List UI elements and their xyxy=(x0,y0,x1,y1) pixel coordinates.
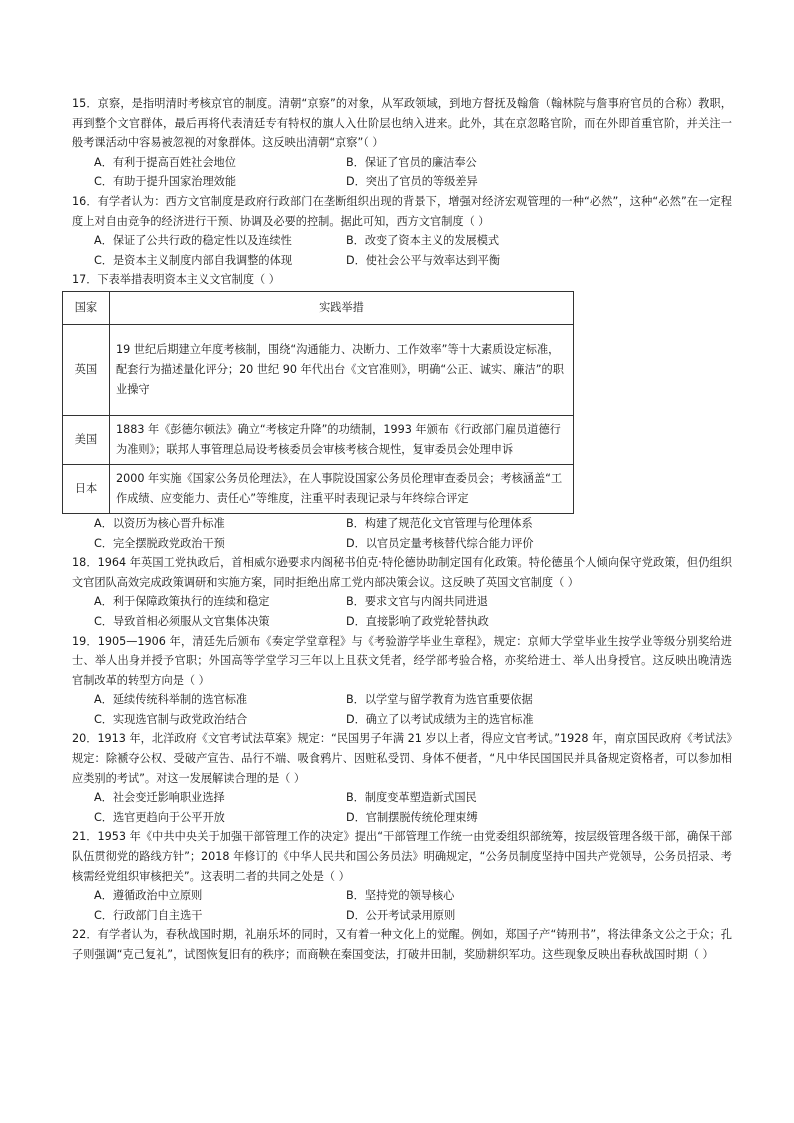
option-21-d[interactable]: D．公开考试录用原则 xyxy=(346,908,456,922)
table-header-measures: 实践举措 xyxy=(110,291,574,324)
option-15-b[interactable]: B．保证了官员的廉洁奉公 xyxy=(346,155,477,169)
option-19-a[interactable]: A．延续传统科举制的选官标准 xyxy=(94,693,248,707)
options-21 xyxy=(72,886,732,925)
option-20-c[interactable]: C．选官更趋向于公平开放 xyxy=(94,810,225,824)
question-16: 16．有学者认为：西方文官制度是政府行政部门在垄断组织出现的背景下，增强对经济宏观管理的一种“必然”，这种“必然”在一定程度上对自由竞争的经济进行干预、协调及必要的控制。据此可知，西方文官制度（ ） xyxy=(72,194,732,228)
measures-table xyxy=(62,291,574,514)
table-header-country: 国家 xyxy=(63,291,110,324)
option-18-a[interactable]: A．利于保障政策执行的连续和稳定 xyxy=(94,595,270,609)
option-21-b[interactable]: B．坚持党的领导核心 xyxy=(346,889,455,903)
table-cell-country: 美国 xyxy=(63,415,110,464)
table-cell-content: 19 世纪后期建立年度考核制，围绕“沟通能力、决断力、工作效率”等十大素质设定标准，配套行为描述量化评分；20 世纪 90 年代出台《文官准则》，明确“公正、诚实、廉洁”的职业操守 xyxy=(110,324,574,415)
question-15: 15．京察，是指明清时考核京官的制度。清朝“京察”的对象，从军政领域，到地方督抚及翰詹（翰林院与詹事府官员的合称）教职，再到整个文官群体，最后再将代表清廷专有特权的旗人入仕阶层也纳入进来。此外，其在京忽略官阶，而在外即首重官阶，并关注一般考课活动中容易被忽视的对象群体。这反映出清朝“京察”（ ） xyxy=(72,97,732,150)
table-cell-content: 2000 年实施《国家公务员伦理法》，在人事院设国家公务员伦理审查委员会；考核涵盖“工作成绩、应变能力、责任心”等维度，注重平时表现记录与年终综合评定 xyxy=(110,464,574,513)
option-20-b[interactable]: B．制度变革塑造新式国民 xyxy=(346,791,477,805)
option-16-a[interactable]: A．保证了公共行政的稳定性以及连续性 xyxy=(94,234,292,248)
option-20-a[interactable]: A．社会变迁影响职业选择 xyxy=(94,791,225,805)
options-20 xyxy=(72,788,732,827)
question-17: 17．下表举措表明资本主义文官制度（ ） xyxy=(72,273,280,287)
option-20-d[interactable]: D．官制摆脱传统伦理束缚 xyxy=(346,810,478,824)
question-20: 20．1913 年，北洋政府《文官考试法草案》规定：“民国男子年满 21 岁以上者，得应文官考试。”1928 年，南京国民政府《考试法》规定：除褫夺公权、受破产宣告、品行不端、吸食鸦片、因赃私受罚、身体不便者，“凡中华民国国民并具备规定资格者，可以参加相应类别的考试”。对这一发展解读合理的是（ ） xyxy=(72,732,732,785)
option-16-c[interactable]: C．是资本主义制度内部自我调整的体现 xyxy=(94,253,293,267)
exam-page xyxy=(72,94,732,965)
option-19-c[interactable]: C．实现选官制与政党政治结合 xyxy=(94,712,248,726)
options-16 xyxy=(72,231,732,270)
question-19: 19．1905—1906 年，清廷先后颁布《奏定学堂章程》与《考验游学毕业生章程》，规定：京师大学堂毕业生按学业等级分别奖给进士、举人出身并授予官职；外国高等学堂学习三年以上且获文凭者，经学部考验合格，亦奖给进士、举人出身授官。这反映出晚清选官制改革的转型方向是（ ） xyxy=(72,634,732,687)
question-21: 21．1953 年《中共中央关于加强干部管理工作的决定》提出“干部管理工作统一由党委组织部统筹，按层级管理各级干部，确保干部队伍贯彻党的路线方针”；2018 年修订的《中华人民共和国公务员法》明确规定，“公务员制度坚持中国共产党领导，公务员招录、考核需经党组织审核把关”。这表明二者的共同之处是（ ） xyxy=(72,830,732,883)
option-18-c[interactable]: C．导致首相必须服从文官集体决策 xyxy=(94,614,270,628)
options-19 xyxy=(72,690,732,729)
options-15 xyxy=(72,153,732,192)
option-19-d[interactable]: D．确立了以考试成绩为主的选官标准 xyxy=(346,712,534,726)
option-21-a[interactable]: A．遵循政治中立原则 xyxy=(94,889,203,903)
table-cell-content: 1883 年《彭德尔顿法》确立“考核定升降”的功绩制，1993 年颁布《行政部门雇员道德行为准则》；联邦人事管理总局设考核委员会审核考核合规性，复审委员会处理申诉 xyxy=(110,415,574,464)
table-row xyxy=(63,464,574,513)
option-16-d[interactable]: D．使社会公平与效率达到平衡 xyxy=(346,253,501,267)
option-15-d[interactable]: D．突出了官员的等级差异 xyxy=(346,175,478,189)
table-row xyxy=(63,415,574,464)
question-22: 22．有学者认为，春秋战国时期，礼崩乐坏的同时，又有着一种文化上的觉醒。例如，郑国子产“铸刑书”，将法律条文公之于众；孔子则强调“克己复礼”，试图恢复旧有的秩序；而商鞅在秦国变法，打破井田制，奖励耕织军功。这些现象反映出春秋战国时期（ ） xyxy=(72,928,732,961)
option-17-b[interactable]: B．构建了规范化文官管理与伦理体系 xyxy=(346,516,533,530)
options-17 xyxy=(72,514,732,553)
option-17-a[interactable]: A．以资历为核心晋升标准 xyxy=(94,516,225,530)
option-16-b[interactable]: B．改变了资本主义的发展模式 xyxy=(346,234,500,248)
table-cell-country: 英国 xyxy=(63,324,110,415)
option-19-b[interactable]: B．以学堂与留学教育为选官重要依据 xyxy=(346,693,533,707)
table-header-row xyxy=(63,291,574,324)
option-15-c[interactable]: C．有助于提升国家治理效能 xyxy=(94,175,237,189)
option-17-d[interactable]: D．以官员定量考核替代综合能力评价 xyxy=(346,536,534,550)
table-cell-country: 日本 xyxy=(63,464,110,513)
options-18 xyxy=(72,592,732,631)
question-18: 18．1964 年英国工党执政后，首相威尔逊要求内阁秘书伯克·特伦德协助制定国有化政策。特伦德虽个人倾向保守党政策，但仍组织文官团队高效完成政策调研和实施方案，同时拒绝出席工党内部决策会议。这反映了英国文官制度（ ） xyxy=(72,556,732,589)
option-18-d[interactable]: D．直接影响了政党轮替执政 xyxy=(346,614,489,628)
option-18-b[interactable]: B．要求文官与内阁共同进退 xyxy=(346,595,488,609)
table-row xyxy=(63,324,574,415)
option-15-a[interactable]: A．有利于提高百姓社会地位 xyxy=(94,155,236,169)
option-21-c[interactable]: C．行政部门自主选干 xyxy=(94,908,203,922)
option-17-c[interactable]: C．完全摆脱政党政治干预 xyxy=(94,536,225,550)
